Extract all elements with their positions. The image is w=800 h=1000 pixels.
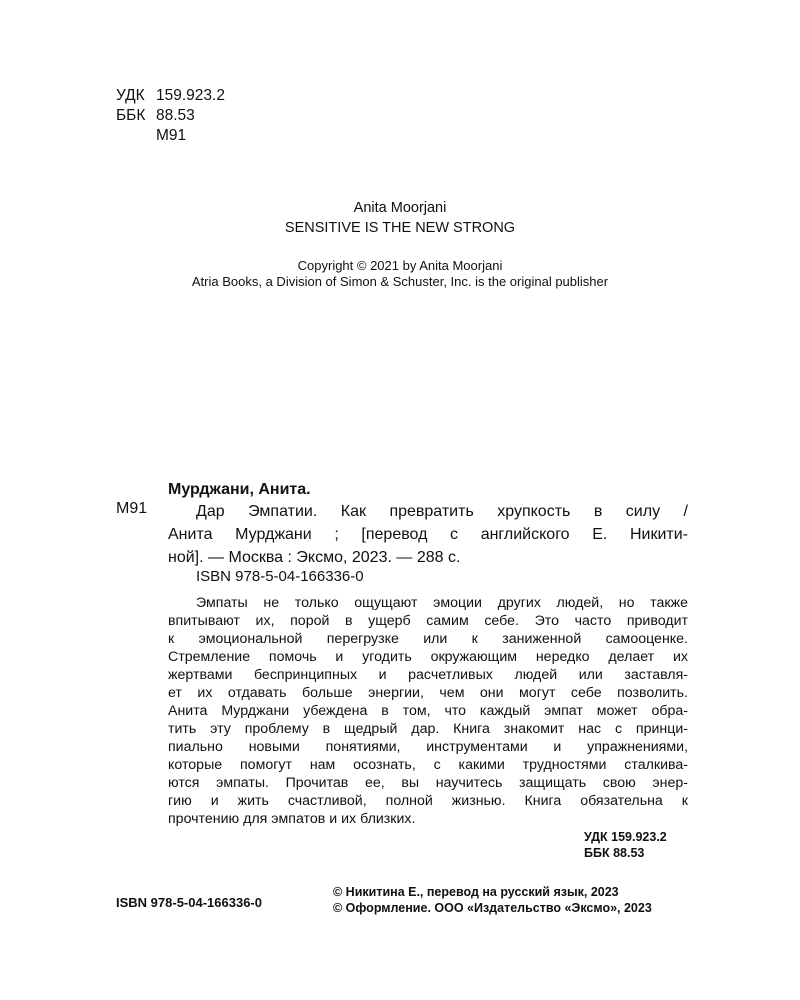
bibliographic-description <box>168 500 688 569</box>
udk-line <box>116 86 225 106</box>
description-line: Анита Мурджани ; [перевод с английского Е. Никити- <box>168 526 688 543</box>
catalog-code: М91 <box>116 500 148 517</box>
annotation-line: Эмпаты не только ощущают эмоции других людей, но также <box>196 595 688 611</box>
author-mark: М91 <box>156 127 187 144</box>
footer-credits <box>333 884 652 916</box>
translation-copyright: © Никитина Е., перевод на русский язык, 2023 <box>333 885 619 899</box>
design-copyright: © Оформление. ООО «Издательство «Эксмо», 2023 <box>333 901 652 915</box>
annotation-line: к эмоциональной перегрузке или к заниженной самооценке. <box>168 631 688 647</box>
bbk-value: 88.53 <box>156 107 195 124</box>
annotation-line: ет их отдавать больше энергии, чем они могут себе позволить. <box>168 685 688 701</box>
catalog-heading-author: Мурджани, Анита. <box>168 481 311 498</box>
footer-isbn: ISBN 978-5-04-166336-0 <box>116 895 262 910</box>
bottom-bbk: ББК 88.53 <box>584 846 645 860</box>
description-line: Дар Эмпатии. Как превратить хрупкость в силу / <box>196 503 688 520</box>
annotation-line: ются эмпаты. Прочитав ее, вы научитесь защищать свою энер- <box>168 775 688 791</box>
original-author: Anita Moorjani <box>353 200 447 216</box>
annotation-line: которые помогут нам осознать, с какими трудностями сталкива- <box>168 757 688 773</box>
classification-block <box>116 86 225 146</box>
description-line: ной]. — Москва : Эксмо, 2023. — 288 с. <box>168 549 461 566</box>
annotation-line: прочтению для эмпатов и их близких. <box>168 811 416 827</box>
annotation <box>168 594 688 828</box>
bottom-udk: УДК 159.923.2 <box>584 830 667 844</box>
annotation-line: гию и жить счастливой, полной жизнью. Книга обязательна к <box>168 793 688 809</box>
original-copyright: Copyright © 2021 by Anita Moorjani <box>297 258 503 273</box>
catalog-isbn: ISBN 978-5-04-166336-0 <box>196 568 364 585</box>
annotation-line: Анита Мурджани убеждена в том, что каждый эмпат может обра- <box>168 703 688 719</box>
annotation-line: тить эту проблему в щедрый дар. Книга знакомит нас с принци- <box>168 721 688 737</box>
udk-label: УДК <box>116 87 145 104</box>
annotation-line: впитывают их, порой в ущерб самим себе. Это часто приводит <box>168 613 688 629</box>
bottom-classification <box>584 829 667 861</box>
bbk-line <box>116 106 225 126</box>
bbk-label: ББК <box>116 107 146 124</box>
annotation-line: жертвами беспринципных и расчетливых людей или заставля- <box>168 667 688 683</box>
udk-value: 159.923.2 <box>156 87 225 104</box>
annotation-line: пиально новыми понятиями, инструментами и упражнениями, <box>168 739 688 755</box>
annotation-line: Стремление помочь и угодить окружающим нередко делает их <box>168 649 688 665</box>
original-title: SENSITIVE IS THE NEW STRONG <box>284 220 516 236</box>
original-publisher: Atria Books, a Division of Simon & Schuster, Inc. is the original publisher <box>191 274 609 289</box>
